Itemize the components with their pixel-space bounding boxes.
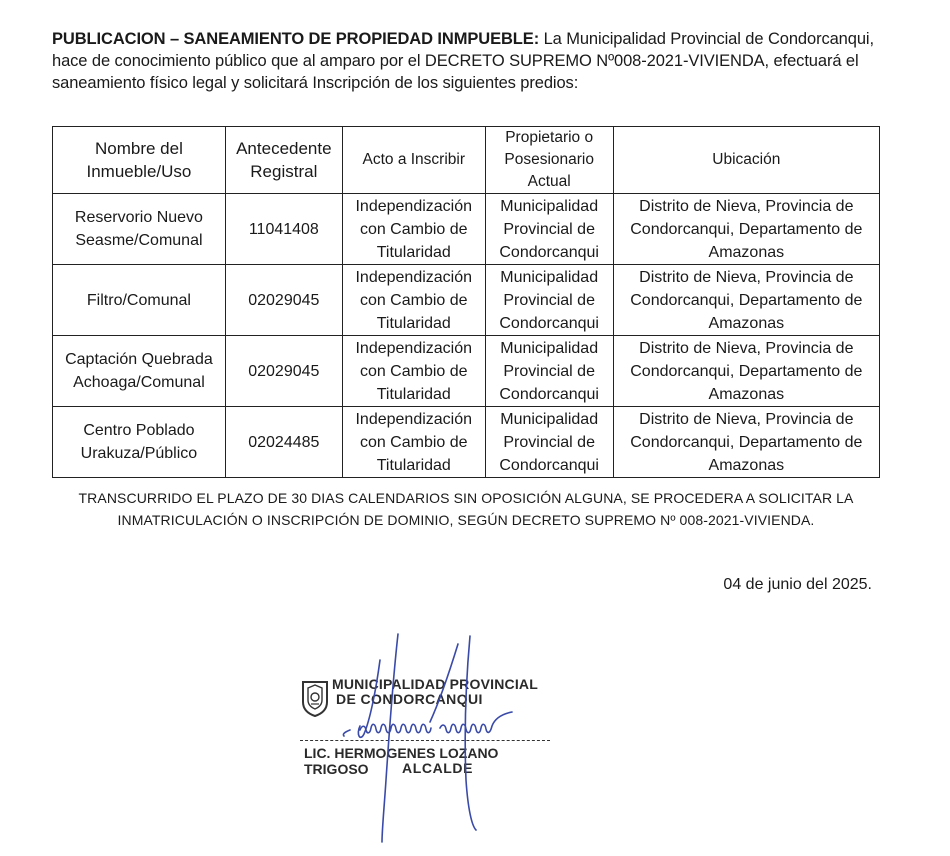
cell-nombre: Captación Quebrada Achoaga/Comunal (53, 336, 226, 407)
table-header-row (53, 127, 880, 194)
cell-ubicacion: Distrito de Nieva, Provincia de Condorcanqui, Departamento de Amazonas (613, 336, 879, 407)
header-ubicacion: Ubicación (613, 127, 879, 194)
properties-table (52, 126, 880, 478)
header-nombre: Nombre del Inmueble/Uso (53, 127, 226, 194)
header-acto: Acto a Inscribir (342, 127, 485, 194)
cell-acto: Independización con Cambio de Titularidad (342, 265, 485, 336)
cell-acto: Independización con Cambio de Titularidad (342, 194, 485, 265)
header-antecedente: Antecedente Registral (225, 127, 342, 194)
publication-title: PUBLICACION – SANEAMIENTO DE PROPIEDAD INMPUEBLE: (52, 30, 540, 48)
cell-nombre: Centro Poblado Urakuza/Público (53, 407, 226, 478)
cell-acto: Independización con Cambio de Titularidad (342, 407, 485, 478)
cell-antecedente: 02029045 (225, 265, 342, 336)
table-row (53, 194, 880, 265)
header-propietario: Propietario o Posesionario Actual (485, 127, 613, 194)
cell-propietario: Municipalidad Provincial de Condorcanqui (485, 336, 613, 407)
cell-antecedente: 02029045 (225, 336, 342, 407)
cell-acto: Independización con Cambio de Titularidad (342, 336, 485, 407)
table-row (53, 265, 880, 336)
stamp-institution-sub: DE CONDORCANQUI (336, 691, 483, 707)
table-row (53, 407, 880, 478)
cell-ubicacion: Distrito de Nieva, Provincia de Condorcanqui, Departamento de Amazonas (613, 407, 879, 478)
cell-propietario: Municipalidad Provincial de Condorcanqui (485, 194, 613, 265)
cell-propietario: Municipalidad Provincial de Condorcanqui (485, 265, 613, 336)
cell-propietario: Municipalidad Provincial de Condorcanqui (485, 407, 613, 478)
signer-title: ALCALDE (402, 760, 474, 776)
signer-name: LIC. HERMOGENES LOZANO TRIGOSO (304, 745, 499, 777)
table-row (53, 336, 880, 407)
cell-antecedente: 11041408 (225, 194, 342, 265)
stamp-institution: MUNICIPALIDAD PROVINCIAL (332, 676, 538, 692)
cell-nombre: Filtro/Comunal (53, 265, 226, 336)
intro-body: La Municipalidad Provincial de Condorcanqui, hace de conocimiento público que al amparo por el DECRETO SUPREMO Nº008-2021-VIVIENDA, efectuará el saneamiento físico legal y solicitará Inscripción de los siguientes predios: (52, 30, 874, 92)
legal-notice: TRANSCURRIDO EL PLAZO DE 30 DIAS CALENDARIOS SIN OPOSICIÓN ALGUNA, SE PROCEDERA A SOLICITAR LA INMATRICULACIÓN O INSCRIPCIÓN DE DOMINIO, SEGÚN DECRETO SUPREMO Nº 008-2021-VIVIENDA. (78, 490, 854, 528)
handwritten-signature (290, 630, 560, 850)
signature-stamp (290, 630, 560, 850)
cell-ubicacion: Distrito de Nieva, Provincia de Condorcanqui, Departamento de Amazonas (613, 194, 879, 265)
intro-paragraph (52, 28, 882, 94)
cell-ubicacion: Distrito de Nieva, Provincia de Condorcanqui, Departamento de Amazonas (613, 265, 879, 336)
cell-nombre: Reservorio Nuevo Seasme/Comunal (53, 194, 226, 265)
publication-date: 04 de junio del 2025. (723, 576, 872, 593)
cell-antecedente: 02024485 (225, 407, 342, 478)
